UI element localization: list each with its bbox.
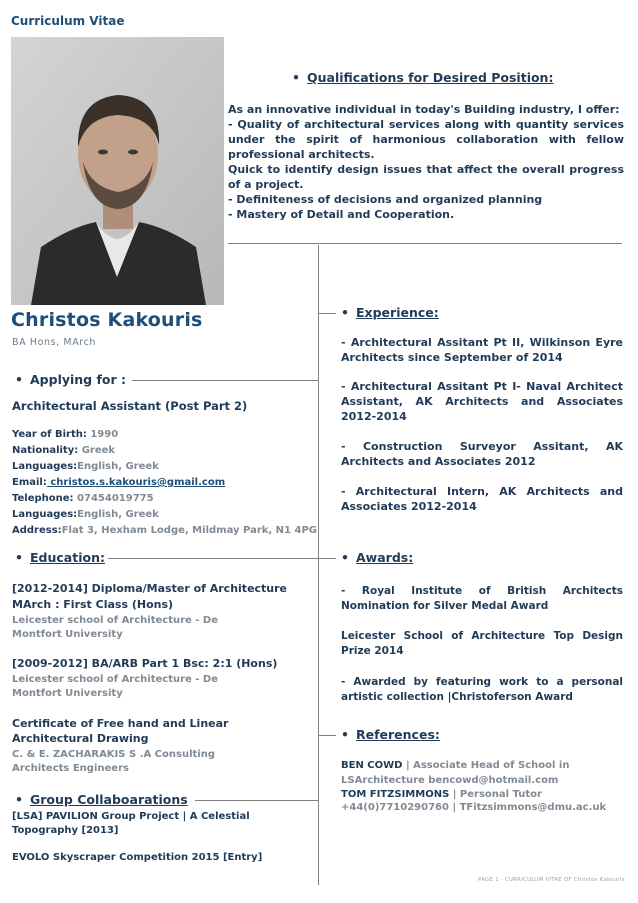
applying-position: Architectural Assistant (Post Part 2) — [12, 399, 248, 413]
info-address: Address:Flat 3, Hexham Lodge, Mildmay Park, N1 4PG — [12, 525, 317, 536]
group-item: EVOLO Skyscraper Competition 2015 [Entry] — [12, 852, 263, 863]
email-link[interactable]: christos.s.kakouris@gmail.com — [46, 477, 226, 488]
qualifications-line: - Definiteness of decisions and organized planning — [228, 193, 543, 206]
divider-line — [228, 243, 622, 244]
reference-2 — [341, 788, 621, 814]
divider-line — [318, 735, 336, 736]
reference-name: BEN COWD — [341, 760, 403, 771]
reference-role: | Personal Tutor — [449, 789, 542, 800]
experience-heading: • Experience: — [341, 305, 439, 320]
info-telephone: Telephone: 07454019775 — [12, 493, 154, 504]
education-title: [2012-2014] Diploma/Master of Architecture — [12, 582, 288, 595]
reference-name: TOM FITZSIMMONS — [341, 789, 450, 800]
qualifications-line: Quick to identify design issues that affect the overall progress of a project. — [228, 163, 624, 191]
experience-item: - Construction Surveyor Assitant, AK Architects and Associates 2012 — [341, 440, 623, 468]
reference-1 — [341, 758, 591, 788]
qualifications-line: - Quality of architectural services along with quantity services under the spirit of harmonious collaboration with fellow professional architects. — [228, 118, 624, 161]
experience-item: - Architectural Assitant Pt I- Naval Architect Assistant, AK Architects and Associates 2012-2014 — [341, 380, 623, 423]
awards-heading: • Awards: — [341, 550, 414, 565]
education-school: Leicester school of Architecture - De Montfort University — [12, 615, 219, 640]
group-heading: • Group Collaboarations — [15, 792, 188, 807]
divider-line — [195, 800, 318, 801]
divider-line — [132, 380, 318, 381]
divider-line — [108, 558, 336, 559]
person-degree: BA Hons, MArch — [12, 337, 97, 348]
qualifications-intro: As an innovative individual in today's Building industry, I offer: — [228, 103, 620, 116]
qualifications-line: - Mastery of Detail and Cooperation. — [228, 208, 455, 221]
education-school: C. & E. ZACHARAKIS S .A Consulting Architects Engineers — [12, 749, 215, 774]
references-heading: • References: — [341, 727, 440, 742]
info-email: Email: christos.s.kakouris@gmail.com — [12, 477, 226, 488]
experience-item: - Architectural Assitant Pt II, Wilkinson Eyre Architects since September of 2014 — [341, 336, 623, 364]
divider-line — [318, 313, 336, 314]
applying-heading: • Applying for : — [15, 372, 127, 387]
person-name: Christos Kakouris — [11, 309, 203, 331]
group-item: [LSA] PAVILION Group Project | A Celestial Topography [2013] — [12, 811, 250, 836]
info-nationality: Nationality: Greek — [12, 445, 116, 456]
portrait-image — [11, 37, 224, 305]
award-item: - Royal Institute of British Architects Nomination for Silver Medal Award — [341, 585, 623, 612]
info-year-of-birth: Year of Birth: 1990 — [12, 429, 119, 440]
experience-item: - Architectural Intern, AK Architects and Associates 2012-2014 — [341, 485, 623, 513]
page-footer: PAGE 1 - CURRICULUM VITAE OF Christos Kakouris — [478, 877, 625, 883]
reference-role: | Associate Head of School in LSArchitecture bencowd@hotmail.com — [341, 760, 570, 786]
education-school: Leicester school of Architecture - De Montfort University — [12, 674, 219, 699]
vertical-divider — [318, 245, 319, 885]
award-item: Leicester School of Architecture Top Design Prize 2014 — [341, 630, 623, 657]
qualifications-heading: • Qualifications for Desired Position: — [292, 70, 554, 85]
info-languages: Languages:English, Greek — [12, 461, 159, 472]
award-item: - Awarded by featuring work to a personal artistic collection |Christoferson Award — [341, 676, 623, 703]
profile-photo — [11, 37, 224, 305]
education-title: Certificate of Free hand and Linear Architectural Drawing — [12, 717, 229, 745]
info-languages-2: Languages:English, Greek — [12, 509, 159, 520]
education-title: [2009-2012] BA/ARB Part 1 Bsc: 2:1 (Hons) — [12, 657, 278, 670]
qualifications-body — [228, 102, 624, 222]
education-subtitle: MArch : First Class (Hons) — [12, 598, 174, 611]
reference-contact: +44(0)7710290760 | TFitzsimmons@dmu.ac.uk — [341, 802, 607, 813]
education-heading: • Education: — [15, 550, 105, 565]
document-title: Curriculum Vitae — [11, 14, 125, 28]
